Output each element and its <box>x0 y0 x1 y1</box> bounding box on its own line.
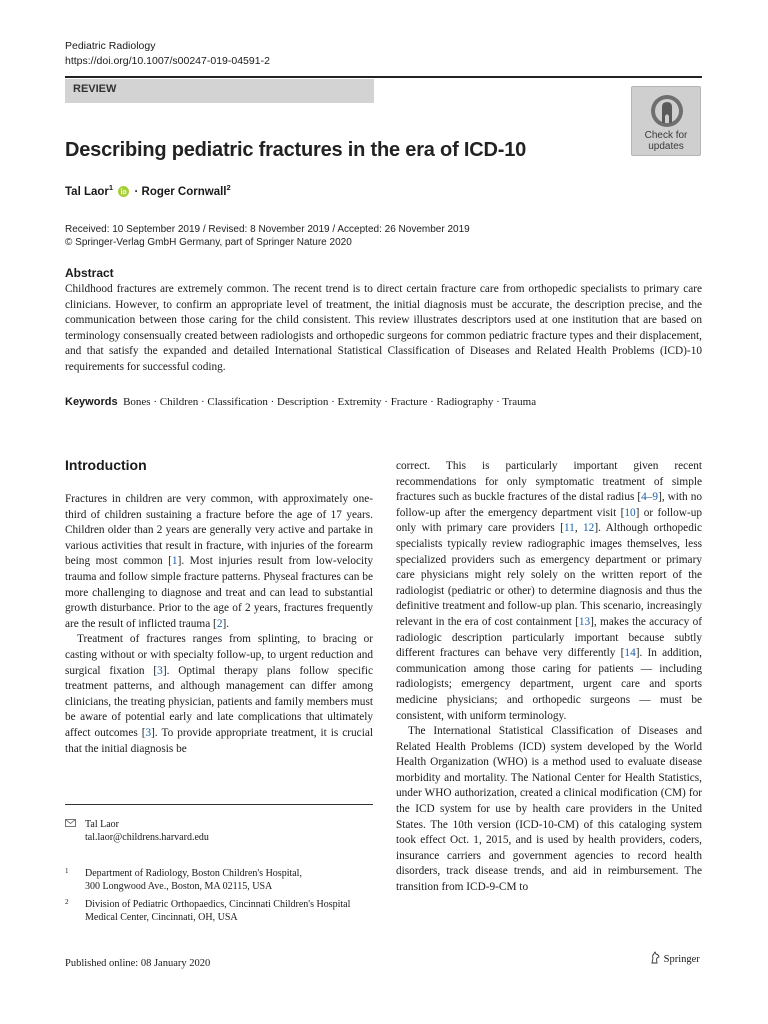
springer-logo <box>650 951 700 965</box>
citation-link[interactable]: 1 <box>171 555 178 568</box>
paragraph: correct. This is particularly important given recent recommendations for only symptomatic treatment of simple fractures such as buckle fractures of the distal radius [4–9], with no follow-up after the emergency department visit [10] or follow-up only with primary care providers [11, 12]. Although orthopedic specialists typically review radiographic images themselves, less specialized providers such as emergency department or primary care physicians might rely solely on the written report of the radiologist (pediatric or other) to determine diagnosis and thus the definitive treatment and follow-up plan. This scenario, increasingly relevant in the era of cost containment [13], makes the accuracy of radiologic description particularly important because subtly different fractures can behave very differently [14]. In addition, communication among those caring for patients — including radiologists; emergency department, urgent care and sports medicine physicians; and orthopedic surgeons — must be consistent, with uniform terminology. <box>396 460 703 722</box>
body-column-right <box>396 459 702 896</box>
paragraph: Treatment of fractures ranges from splinting, to bracing or casting without or with specialty follow-up, to urgent reduction and surgical fixation [3]. Optimal therapy plans follow specific treatment patterns, and although management can differ among clinicians, the treating physician, patients and family members must be aware of potential early and late complications that ultimately affect outcomes [3]. To provide appropriate treatment, it is crucial that the initial diagnosis be <box>65 633 373 755</box>
author-separator: · <box>134 185 139 198</box>
author-1[interactable]: Tal Laor <box>65 185 109 198</box>
badge-line-1: Check for <box>644 130 688 141</box>
doi-link[interactable]: https://doi.org/10.1007/s00247-019-04591-2 <box>65 55 270 67</box>
author-2[interactable]: Roger Cornwall <box>141 185 227 198</box>
paragraph: Fractures in children are very common, with approximately one-third of children sustaining a fracture before the age of 17 years. Children older than 2 years are generally very active and partake in various activities that result in fracture, with injuries of the forearm being most common [1]. Most injuries result from low-velocity trauma and follow simple fracture patterns. Physeal fractures can be more challenging to diagnose and treat and can lead to substantial growth disturbance. Prior to the age of 2 years, fractures frequently are the result of inflicted trauma [2]. <box>65 493 373 630</box>
published-online-date: Published online: 08 January 2020 <box>65 958 211 969</box>
affiliation-2-line-2: Medical Center, Cincinnati, OH, USA <box>85 912 238 923</box>
abstract-text: Childhood fractures are extremely common. The recent trend is to direct certain fracture care from orthopedic specialists to primary care clinicians. However, to confirm an appropriate level of treatment, the initial diagnosis must be accurate, the description precise, and the communication between those caring for the child consistent. This review illustrates descriptors used at one institution that are based on terminology consensually created between radiologists and orthopedic surgeons for common pediatric fracture types and their displacement, and that satisfy the expanded and detailed International Statistical Classification of Diseases and Related Health Problems (ICD)-10 requirements for successful coding. <box>65 283 702 373</box>
corresponding-author-email[interactable]: tal.laor@childrens.harvard.edu <box>85 832 209 843</box>
affiliation-2 <box>65 898 350 924</box>
corresponding-author-name: Tal Laor <box>85 819 120 830</box>
affiliation-1 <box>65 867 302 893</box>
section-label: REVIEW <box>73 83 117 95</box>
citation-link[interactable]: 4–9 <box>641 491 659 504</box>
introduction-heading: Introduction <box>65 457 147 473</box>
citation-link[interactable]: 11 <box>563 522 575 535</box>
author-2-affiliation: 2 <box>226 183 231 192</box>
paragraph: The International Statistical Classification of Diseases and Related Health Problems (ICD) system developed by the World Health Organization (WHO) is a method used to evaluate disease morbidity and mortality. The National Center for Health Statistics, under WHO authorization, created a clinical modification (CM) for the ICD system for use by health care providers in the United States. The 10th version (ICD-10-CM) of this cataloging system took effect Oct. 1, 2015, and is used by health providers, coders, insurance carriers and government agencies to record health disorders, track disease trends, and aid in reimbursement. The transition from ICD-9-CM to <box>396 725 702 894</box>
corresponding-author <box>65 818 209 844</box>
journal-header <box>65 39 270 69</box>
publisher-name: Springer <box>663 954 700 965</box>
affiliation-1-line-2: 300 Longwood Ave., Boston, MA 02115, USA <box>85 881 273 892</box>
journal-name: Pediatric Radiology <box>65 40 156 52</box>
abstract-heading: Abstract <box>65 266 114 280</box>
copyright-line: © Springer-Verlag GmbH Germany, part of Springer Nature 2020 <box>65 237 352 248</box>
keywords-list: Bones · Children · Classification · Description · Extremity · Fracture · Radiography · Trauma <box>123 396 537 408</box>
check-for-updates-badge[interactable] <box>631 86 701 156</box>
keywords-label: Keywords <box>65 396 118 408</box>
affiliation-2-number: 2 <box>65 898 69 906</box>
body-column-left <box>65 492 373 757</box>
dates-line: Received: 10 September 2019 / Revised: 8 November 2019 / Accepted: 26 November 2019 <box>65 224 470 235</box>
author-list <box>65 183 231 198</box>
header-divider <box>65 76 702 78</box>
citation-link[interactable]: 12 <box>583 522 595 535</box>
springer-horse-icon <box>650 951 661 964</box>
citation-link[interactable]: 2 <box>216 617 223 630</box>
article-history <box>65 223 470 249</box>
affiliation-1-number: 1 <box>65 867 69 875</box>
badge-line-2: updates <box>648 141 684 152</box>
article-title: Describing pediatric fractures in the era of ICD-10 <box>65 139 527 161</box>
section-label-bar <box>65 79 374 103</box>
citation-link[interactable]: 10 <box>624 506 636 519</box>
check-updates-icon <box>649 93 685 129</box>
email-envelope-icon <box>65 819 76 827</box>
affiliation-1-line-1: Department of Radiology, Boston Children's Hospital, <box>85 868 302 879</box>
author-1-affiliation: 1 <box>108 183 114 192</box>
affiliation-2-line-1: Division of Pediatric Orthopaedics, Cincinnati Children's Hospital <box>85 899 351 910</box>
citation-link[interactable]: 3 <box>145 726 152 739</box>
citation-link[interactable]: 3 <box>157 664 163 677</box>
keywords-line <box>65 396 702 408</box>
footnote-divider <box>65 804 373 805</box>
citation-link[interactable]: 13 <box>578 615 591 628</box>
citation-link[interactable]: 14 <box>624 647 636 660</box>
orcid-icon[interactable] <box>118 186 129 197</box>
